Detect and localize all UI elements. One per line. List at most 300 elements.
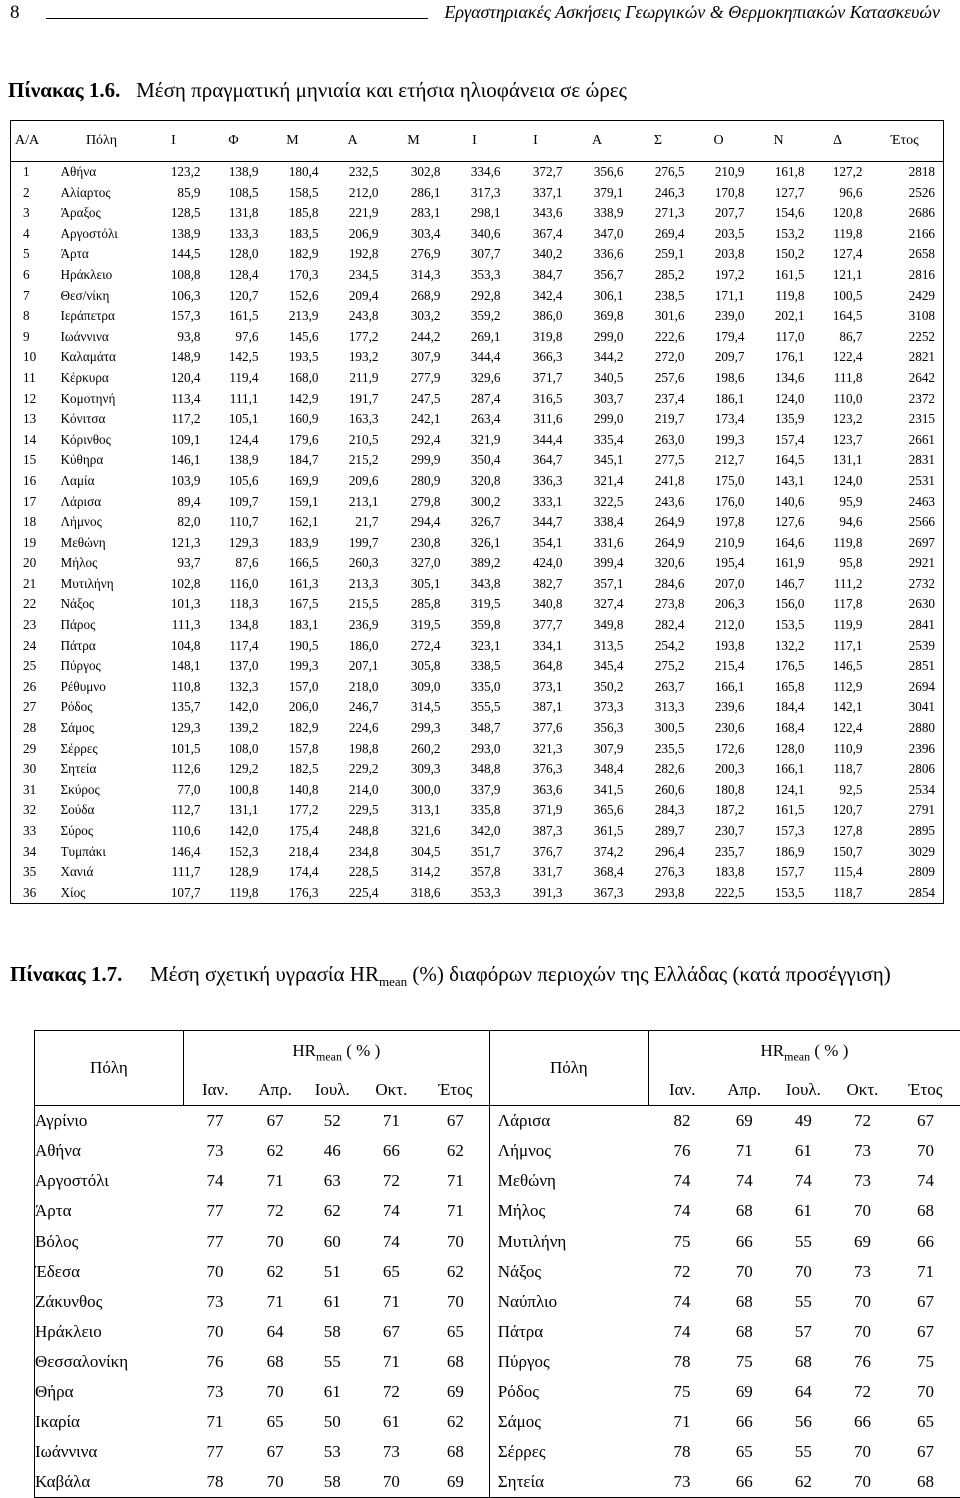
humidity-value: 70 [183,1257,246,1287]
sunshine-value: 104,8 [143,636,205,657]
sunshine-value: 303,2 [383,306,445,327]
humidity-value: 55 [304,1347,361,1377]
sunshine-value: 128,5 [143,203,205,224]
humidity-value: 70 [247,1226,304,1256]
sunshine-value: 342,4 [505,286,567,307]
humidity-value: 60 [304,1226,361,1256]
sunshine-value: 230,8 [383,533,445,554]
humidity-value: 72 [247,1196,304,1226]
city-name: Σάμος [489,1407,648,1437]
sunshine-value: 213,9 [263,306,323,327]
sunshine-value: 161,5 [205,306,263,327]
city-name: Ηράκλειο [35,1317,184,1347]
sunshine-value: 366,3 [505,347,567,368]
city-name: Αθήνα [61,162,143,183]
sunshine-value: 2166 [867,224,944,245]
sunshine-value: 160,9 [263,409,323,430]
sunshine-col-header: Δ [809,121,867,162]
city-name: Ρέθυμνο [61,677,143,698]
sunshine-value: 129,2 [205,759,263,780]
sunshine-value: 190,5 [263,636,323,657]
sunshine-value: 143,1 [749,471,809,492]
sunshine-col-header: Α/Α [11,121,61,162]
humidity-value: 62 [422,1257,489,1287]
sunshine-value: 287,4 [445,389,505,410]
sunshine-value: 350,2 [567,677,628,698]
humidity-value: 68 [773,1347,834,1377]
humidity-value: 57 [773,1317,834,1347]
city-name: Κόρινθος [61,430,143,451]
sunshine-value: 387,3 [505,821,567,842]
humidity-month-col: Οκτ. [361,1075,422,1106]
sunshine-value: 182,9 [263,244,323,265]
humidity-value: 62 [422,1136,489,1166]
sunshine-value: 170,8 [689,183,749,204]
sunshine-value: 148,1 [143,656,205,677]
sunshine-value: 124,4 [205,430,263,451]
humidity-value: 70 [422,1287,489,1317]
sunshine-value: 373,3 [567,697,628,718]
humidity-value: 68 [422,1437,489,1467]
sunshine-value: 320,6 [628,553,689,574]
city-name: Σούδα [61,800,143,821]
table-row [11,842,944,863]
humidity-value: 66 [834,1407,891,1437]
humidity-value: 70 [247,1377,304,1407]
city-name: Ρόδος [489,1377,648,1407]
humidity-table [34,1030,960,1498]
sunshine-value: 173,4 [689,409,749,430]
row-index: 6 [11,265,61,286]
city-name: Λάρισα [489,1106,648,1137]
humidity-month-col: Απρ. [247,1075,304,1106]
sunshine-value: 300,2 [445,492,505,513]
sunshine-value: 211,9 [323,368,383,389]
sunshine-value: 109,7 [205,492,263,513]
humidity-value: 70 [891,1136,960,1166]
table-row [11,450,944,471]
sunshine-value: 117,4 [205,636,263,657]
sunshine-value: 389,2 [445,553,505,574]
humidity-value: 51 [304,1257,361,1287]
sunshine-value: 218,0 [323,677,383,698]
humidity-value: 62 [773,1467,834,1498]
humidity-value: 82 [648,1106,715,1137]
sunshine-value: 263,0 [628,430,689,451]
humidity-city-header-right: Πόλη [489,1031,648,1106]
sunshine-value: 371,7 [505,368,567,389]
table-row [11,697,944,718]
sunshine-value: 286,1 [383,183,445,204]
table-row [11,594,944,615]
humidity-value: 73 [834,1166,891,1196]
sunshine-value: 276,5 [628,162,689,183]
city-name: Σέρρες [61,739,143,760]
sunshine-value: 377,7 [505,615,567,636]
table-row [11,203,944,224]
city-name: Κόνιτσα [61,409,143,430]
city-name: Ηράκλειο [61,265,143,286]
humidity-value: 72 [834,1377,891,1407]
humidity-month-col: Ιαν. [183,1075,246,1106]
sunshine-value: 107,7 [143,883,205,904]
sunshine-value: 127,4 [809,244,867,265]
humidity-value: 68 [422,1347,489,1377]
sunshine-value: 272,4 [383,636,445,657]
sunshine-value: 97,6 [205,327,263,348]
sunshine-value: 215,4 [689,656,749,677]
humidity-value: 70 [891,1377,960,1407]
sunshine-value: 111,1 [205,389,263,410]
sunshine-value: 180,4 [263,162,323,183]
city-name: Άρτα [61,244,143,265]
sunshine-value: 206,3 [689,594,749,615]
sunshine-value: 128,9 [205,862,263,883]
sunshine-value: 210,5 [323,430,383,451]
sunshine-value: 296,4 [628,842,689,863]
sunshine-value: 150,2 [749,244,809,265]
humidity-value: 66 [716,1226,773,1256]
sunshine-col-header: Α [323,121,383,162]
sunshine-value: 162,1 [263,512,323,533]
sunshine-value: 342,0 [445,821,505,842]
sunshine-value: 314,3 [383,265,445,286]
sunshine-value: 192,8 [323,244,383,265]
row-index: 4 [11,224,61,245]
sunshine-value: 206,9 [323,224,383,245]
sunshine-value: 260,3 [323,553,383,574]
city-name: Μυτιλήνη [489,1226,648,1256]
sunshine-value: 334,1 [505,636,567,657]
sunshine-value: 243,6 [628,492,689,513]
table-row [11,759,944,780]
sunshine-value: 307,7 [445,244,505,265]
sunshine-value: 102,8 [143,574,205,595]
sunshine-value: 2880 [867,718,944,739]
humidity-value: 70 [834,1287,891,1317]
sunshine-value: 150,7 [809,842,867,863]
sunshine-value: 117,0 [749,327,809,348]
city-name: Αθήνα [35,1136,184,1166]
sunshine-value: 2642 [867,368,944,389]
table1-caption [8,78,627,103]
sunshine-value: 142,9 [263,389,323,410]
sunshine-col-header: Ν [749,121,809,162]
city-name: Θεσσαλονίκη [35,1347,184,1377]
sunshine-value: 112,7 [143,800,205,821]
sunshine-value: 373,1 [505,677,567,698]
sunshine-value: 321,3 [505,739,567,760]
sunshine-value: 239,0 [689,306,749,327]
row-index: 26 [11,677,61,698]
humidity-value: 67 [891,1287,960,1317]
sunshine-value: 161,3 [263,574,323,595]
sunshine-value: 305,8 [383,656,445,677]
sunshine-value: 161,5 [749,265,809,286]
sunshine-value: 154,6 [749,203,809,224]
row-index: 34 [11,842,61,863]
table-row [35,1437,960,1467]
city-name: Νάξος [489,1257,648,1287]
sunshine-value: 2818 [867,162,944,183]
humidity-value: 78 [183,1467,246,1498]
humidity-value: 62 [247,1257,304,1287]
humidity-hr-header-right: $HR_{mean}$ ( % ) [648,1031,960,1076]
table-row [11,800,944,821]
sunshine-value: 124,1 [749,780,809,801]
sunshine-value: 142,0 [205,821,263,842]
sunshine-value: 206,0 [263,697,323,718]
humidity-value: 71 [361,1347,422,1377]
table2-caption [150,960,960,996]
sunshine-value: 110,8 [143,677,205,698]
sunshine-value: 229,2 [323,759,383,780]
humidity-value: 74 [891,1166,960,1196]
sunshine-value: 316,5 [505,389,567,410]
table-row [11,244,944,265]
sunshine-value: 386,0 [505,306,567,327]
sunshine-value: 319,5 [383,615,445,636]
sunshine-value: 335,8 [445,800,505,821]
city-name: Λάρισα [61,492,143,513]
table-row [11,677,944,698]
sunshine-value: 168,0 [263,368,323,389]
sunshine-value: 275,2 [628,656,689,677]
sunshine-value: 277,5 [628,450,689,471]
city-name: Αργοστόλι [61,224,143,245]
sunshine-value: 200,3 [689,759,749,780]
sunshine-value: 343,8 [445,574,505,595]
sunshine-value: 350,4 [445,450,505,471]
sunshine-value: 307,9 [567,739,628,760]
sunshine-value: 237,4 [628,389,689,410]
sunshine-value: 336,3 [505,471,567,492]
sunshine-value: 343,6 [505,203,567,224]
city-name: Σύρος [61,821,143,842]
sunshine-value: 187,2 [689,800,749,821]
sunshine-value: 110,6 [143,821,205,842]
row-index: 35 [11,862,61,883]
sunshine-value: 146,4 [143,842,205,863]
sunshine-value: 345,4 [567,656,628,677]
table2-caption-text: Μέση σχετική υγρασία $HR_{mean}$ (%) διαφόρων περιοχών της Ελλάδας (κατά προσέγγιση) [150,962,891,986]
sunshine-value: 77,0 [143,780,205,801]
humidity-value: 50 [304,1407,361,1437]
table-row [35,1317,960,1347]
humidity-value: 77 [183,1106,246,1137]
sunshine-value: 182,5 [263,759,323,780]
sunshine-value: 379,1 [567,183,628,204]
sunshine-value: 319,5 [445,594,505,615]
sunshine-value: 345,1 [567,450,628,471]
sunshine-value: 225,4 [323,883,383,904]
sunshine-value: 145,6 [263,327,323,348]
page-header [10,0,950,28]
sunshine-value: 326,1 [445,533,505,554]
sunshine-value: 235,5 [628,739,689,760]
humidity-value: 74 [361,1196,422,1226]
sunshine-value: 144,5 [143,244,205,265]
city-name: Μεθώνη [489,1166,648,1196]
sunshine-value: 177,2 [263,800,323,821]
sunshine-value: 212,0 [323,183,383,204]
row-index: 16 [11,471,61,492]
sunshine-value: 322,5 [567,492,628,513]
sunshine-value: 338,9 [567,203,628,224]
sunshine-value: 313,5 [567,636,628,657]
sunshine-value: 207,0 [689,574,749,595]
humidity-value: 66 [891,1226,960,1256]
sunshine-value: 139,2 [205,718,263,739]
sunshine-value: 110,0 [809,389,867,410]
sunshine-col-header: Έτος [867,121,944,162]
row-index: 33 [11,821,61,842]
sunshine-value: 140,6 [749,492,809,513]
sunshine-value: 320,8 [445,471,505,492]
sunshine-value: 171,1 [689,286,749,307]
humidity-value: 65 [422,1317,489,1347]
humidity-value: 74 [648,1196,715,1226]
sunshine-value: 377,6 [505,718,567,739]
sunshine-value: 182,9 [263,718,323,739]
humidity-value: 75 [648,1377,715,1407]
table-row [35,1136,960,1166]
sunshine-value: 193,2 [323,347,383,368]
sunshine-value: 161,5 [749,800,809,821]
sunshine-value: 161,9 [749,553,809,574]
humidity-value: 52 [304,1106,361,1137]
sunshine-value: 101,3 [143,594,205,615]
table-row [11,533,944,554]
sunshine-table-header [11,121,944,162]
sunshine-value: 153,2 [749,224,809,245]
sunshine-value: 347,0 [567,224,628,245]
humidity-value: 74 [773,1166,834,1196]
sunshine-value: 246,3 [628,183,689,204]
humidity-value: 74 [648,1166,715,1196]
sunshine-value: 176,1 [749,347,809,368]
humidity-value: 70 [361,1467,422,1498]
sunshine-value: 376,3 [505,759,567,780]
humidity-value: 65 [716,1437,773,1467]
humidity-value: 62 [247,1136,304,1166]
sunshine-value: 164,6 [749,533,809,554]
humidity-value: 70 [834,1467,891,1498]
sunshine-value: 183,9 [263,533,323,554]
sunshine-value: 152,3 [205,842,263,863]
sunshine-value: 301,6 [628,306,689,327]
table-row [11,471,944,492]
table-row [11,368,944,389]
city-name: Σητεία [489,1467,648,1498]
sunshine-value: 95,8 [809,553,867,574]
sunshine-value: 364,7 [505,450,567,471]
sunshine-value: 282,4 [628,615,689,636]
sunshine-value: 340,2 [505,244,567,265]
humidity-value: 67 [247,1437,304,1467]
humidity-value: 62 [422,1407,489,1437]
sunshine-value: 202,1 [749,306,809,327]
sunshine-value: 110,9 [809,739,867,760]
humidity-value: 58 [304,1317,361,1347]
sunshine-value: 331,7 [505,862,567,883]
sunshine-value: 309,0 [383,677,445,698]
sunshine-value: 222,6 [628,327,689,348]
humidity-value: 68 [247,1347,304,1377]
city-name: Πάρος [61,615,143,636]
sunshine-value: 138,9 [205,450,263,471]
sunshine-value: 128,0 [749,739,809,760]
humidity-month-col: Ιουλ. [773,1075,834,1106]
sunshine-value: 118,7 [809,759,867,780]
humidity-value: 62 [304,1196,361,1226]
humidity-value: 67 [891,1106,960,1137]
sunshine-value: 213,1 [323,492,383,513]
sunshine-value: 207,7 [689,203,749,224]
sunshine-value: 2831 [867,450,944,471]
sunshine-value: 87,6 [205,553,263,574]
sunshine-value: 111,3 [143,615,205,636]
sunshine-value: 157,8 [263,739,323,760]
table-row [35,1347,960,1377]
sunshine-value: 248,8 [323,821,383,842]
sunshine-value: 2539 [867,636,944,657]
sunshine-value: 85,9 [143,183,205,204]
table-row [35,1377,960,1407]
sunshine-value: 218,4 [263,842,323,863]
sunshine-value: 355,5 [445,697,505,718]
sunshine-value: 239,6 [689,697,749,718]
sunshine-value: 2396 [867,739,944,760]
row-index: 24 [11,636,61,657]
sunshine-value: 299,3 [383,718,445,739]
sunshine-value: 2791 [867,800,944,821]
sunshine-value: 341,5 [567,780,628,801]
sunshine-value: 321,4 [567,471,628,492]
table-row [11,327,944,348]
sunshine-value: 2895 [867,821,944,842]
sunshine-value: 146,1 [143,450,205,471]
city-name: Τυμπάκι [61,842,143,863]
humidity-value: 71 [247,1287,304,1317]
humidity-value: 67 [361,1317,422,1347]
humidity-value: 65 [361,1257,422,1287]
sunshine-value: 299,0 [567,409,628,430]
table-row [35,1287,960,1317]
city-name: Άρτα [35,1196,184,1226]
sunshine-value: 105,1 [205,409,263,430]
sunshine-value: 164,5 [809,306,867,327]
sunshine-value: 285,8 [383,594,445,615]
sunshine-value: 94,6 [809,512,867,533]
sunshine-value: 391,3 [505,883,567,904]
sunshine-value: 2821 [867,347,944,368]
sunshine-value: 123,7 [809,430,867,451]
sunshine-value: 357,8 [445,862,505,883]
table-row [11,492,944,513]
humidity-value: 74 [648,1317,715,1347]
row-index: 25 [11,656,61,677]
sunshine-value: 364,8 [505,656,567,677]
sunshine-value: 349,8 [567,615,628,636]
row-index: 2 [11,183,61,204]
sunshine-value: 174,4 [263,862,323,883]
sunshine-value: 2566 [867,512,944,533]
sunshine-value: 186,9 [749,842,809,863]
sunshine-value: 2809 [867,862,944,883]
sunshine-value: 264,9 [628,533,689,554]
sunshine-value: 121,1 [809,265,867,286]
